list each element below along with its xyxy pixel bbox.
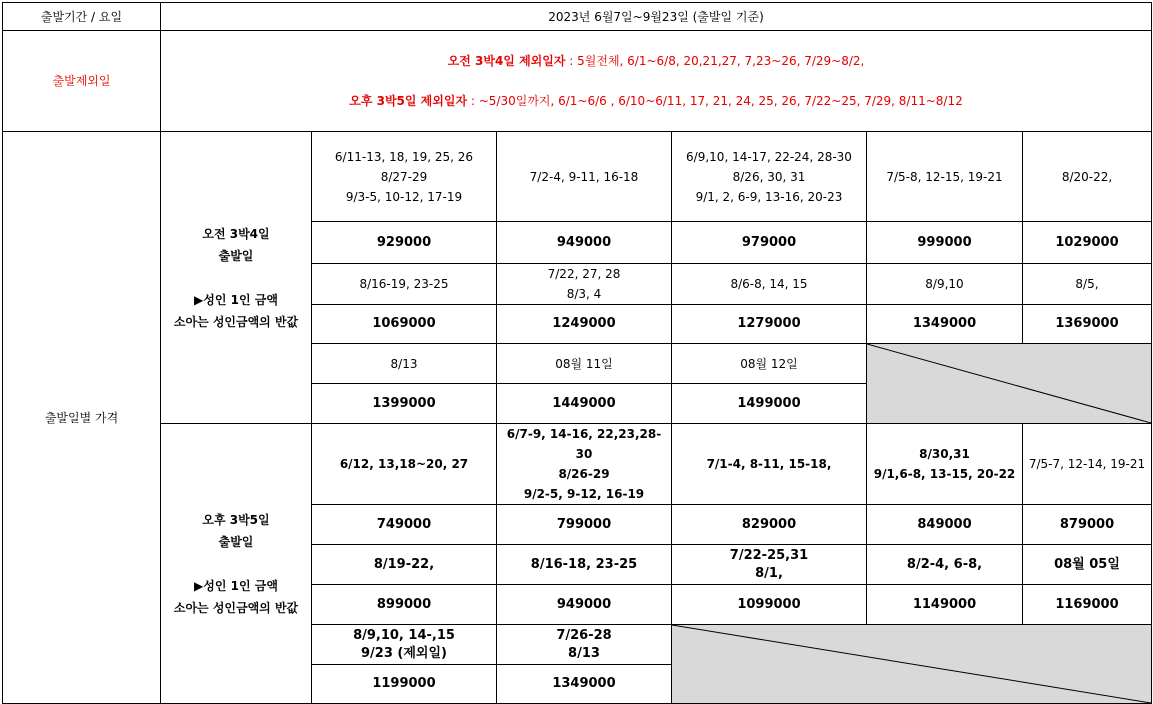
pm-dates-row-1 bbox=[3, 424, 1152, 505]
am-date-cell[interactable]: 7/22, 27, 28 8/3, 4 bbox=[497, 264, 672, 305]
pm-price-cell[interactable]: 1149000 bbox=[867, 585, 1023, 625]
pm-date-cell[interactable]: 8/9,10, 14-,15 9/23 (제외일) bbox=[312, 625, 497, 665]
pm-exclusion-line bbox=[163, 91, 1149, 111]
exclusion-dates[interactable] bbox=[161, 31, 1152, 132]
am-price-cell[interactable]: 1279000 bbox=[672, 305, 867, 344]
period-value[interactable]: 2023년 6월7일~9월23일 (출발일 기준) bbox=[161, 3, 1152, 31]
am-price-cell[interactable]: 1349000 bbox=[867, 305, 1023, 344]
am-date-cell[interactable]: 8/5, bbox=[1023, 264, 1152, 305]
am-date-cell[interactable]: 8/6-8, 14, 15 bbox=[672, 264, 867, 305]
am-date-cell[interactable]: 6/11-13, 18, 19, 25, 26 8/27-29 9/3-5, 10-12, 17-19 bbox=[312, 132, 497, 222]
am-date-cell[interactable]: 08월 11일 bbox=[497, 344, 672, 384]
pm-price-cell[interactable]: 1169000 bbox=[1023, 585, 1152, 625]
am-price-cell[interactable]: 929000 bbox=[312, 222, 497, 264]
am-exclusion-dates: : 5월전체, 6/1~6/8, 20,21,27, 7,23~26, 7/29~8/2, bbox=[565, 54, 865, 68]
pm-date-cell[interactable]: 8/30,31 9/1,6-8, 13-15, 20-22 bbox=[867, 424, 1023, 505]
am-price-cell[interactable]: 1069000 bbox=[312, 305, 497, 344]
am-date-cell[interactable]: 7/2-4, 9-11, 16-18 bbox=[497, 132, 672, 222]
am-date-cell[interactable]: 8/20-22, bbox=[1023, 132, 1152, 222]
am-date-cell[interactable]: 8/9,10 bbox=[867, 264, 1023, 305]
diagonal-line bbox=[672, 625, 1151, 703]
pm-date-cell[interactable]: 08월 05일 bbox=[1023, 545, 1152, 585]
price-table bbox=[2, 2, 1152, 704]
pm-price-cell[interactable]: 1199000 bbox=[312, 665, 497, 704]
pm-exclusion-dates: : ~5/30일까지, 6/1~6/6 , 6/10~6/11, 17, 21, 24, 25, 26, 7/22~25, 7/29, 8/11~8/12 bbox=[467, 94, 963, 108]
am-price-cell[interactable]: 1249000 bbox=[497, 305, 672, 344]
am-price-cell[interactable]: 1449000 bbox=[497, 384, 672, 424]
pm-price-cell[interactable]: 1349000 bbox=[497, 665, 672, 704]
pm-date-cell[interactable]: 8/16-18, 23-25 bbox=[497, 545, 672, 585]
pm-label[interactable]: 오후 3박5일 출발일 ▶성인 1인 금액 소아는 성인금액의 반값 bbox=[161, 424, 312, 704]
am-date-cell[interactable]: 08월 12일 bbox=[672, 344, 867, 384]
pm-date-cell[interactable]: 6/12, 13,18~20, 27 bbox=[312, 424, 497, 505]
am-price-cell[interactable]: 1399000 bbox=[312, 384, 497, 424]
am-exclusion-title: 오전 3박4일 제외일자 bbox=[447, 54, 566, 68]
pm-price-cell[interactable]: 949000 bbox=[497, 585, 672, 625]
pm-empty-shaded-cell bbox=[672, 625, 1152, 704]
am-exclusion-line bbox=[163, 51, 1149, 71]
pm-price-cell[interactable]: 1099000 bbox=[672, 585, 867, 625]
am-label[interactable]: 오전 3박4일 출발일 ▶성인 1인 금액 소아는 성인금액의 반값 bbox=[161, 132, 312, 424]
pm-price-cell[interactable]: 749000 bbox=[312, 505, 497, 545]
am-date-cell[interactable]: 6/9,10, 14-17, 22-24, 28-30 8/26, 30, 31 9/1, 2, 6-9, 13-16, 20-23 bbox=[672, 132, 867, 222]
am-price-cell[interactable]: 1369000 bbox=[1023, 305, 1152, 344]
pm-date-cell[interactable]: 7/1-4, 8-11, 15-18, bbox=[672, 424, 867, 505]
pm-price-cell[interactable]: 879000 bbox=[1023, 505, 1152, 545]
exclusion-row bbox=[3, 31, 1152, 132]
header-row bbox=[3, 3, 1152, 31]
am-date-cell[interactable]: 8/16-19, 23-25 bbox=[312, 264, 497, 305]
diagonal-line bbox=[867, 344, 1151, 423]
pm-exclusion-title: 오후 3박5일 제외일자 bbox=[349, 94, 468, 108]
am-price-cell[interactable]: 1499000 bbox=[672, 384, 867, 424]
price-section-label[interactable]: 출발일별 가격 bbox=[3, 132, 161, 704]
period-label[interactable]: 출발기간 / 요일 bbox=[3, 3, 161, 31]
am-price-cell[interactable]: 1029000 bbox=[1023, 222, 1152, 264]
am-empty-shaded-cell bbox=[867, 344, 1152, 424]
pm-price-cell[interactable]: 899000 bbox=[312, 585, 497, 625]
pm-price-cell[interactable]: 829000 bbox=[672, 505, 867, 545]
am-price-cell[interactable]: 949000 bbox=[497, 222, 672, 264]
am-dates-row-1 bbox=[3, 132, 1152, 222]
pm-date-cell[interactable]: 8/2-4, 6-8, bbox=[867, 545, 1023, 585]
pm-date-cell[interactable]: 7/5-7, 12-14, 19-21 bbox=[1023, 424, 1152, 505]
exclusion-label[interactable]: 출발제외일 bbox=[3, 31, 161, 132]
pm-price-cell[interactable]: 849000 bbox=[867, 505, 1023, 545]
am-price-cell[interactable]: 999000 bbox=[867, 222, 1023, 264]
pm-date-cell[interactable]: 7/22-25,31 8/1, bbox=[672, 545, 867, 585]
am-date-cell[interactable]: 8/13 bbox=[312, 344, 497, 384]
pm-date-cell[interactable]: 8/19-22, bbox=[312, 545, 497, 585]
am-price-cell[interactable]: 979000 bbox=[672, 222, 867, 264]
pm-date-cell[interactable]: 7/26-28 8/13 bbox=[497, 625, 672, 665]
pm-price-cell[interactable]: 799000 bbox=[497, 505, 672, 545]
am-date-cell[interactable]: 7/5-8, 12-15, 19-21 bbox=[867, 132, 1023, 222]
pm-date-cell[interactable]: 6/7-9, 14-16, 22,23,28-30 8/26-29 9/2-5, 9-12, 16-19 bbox=[497, 424, 672, 505]
